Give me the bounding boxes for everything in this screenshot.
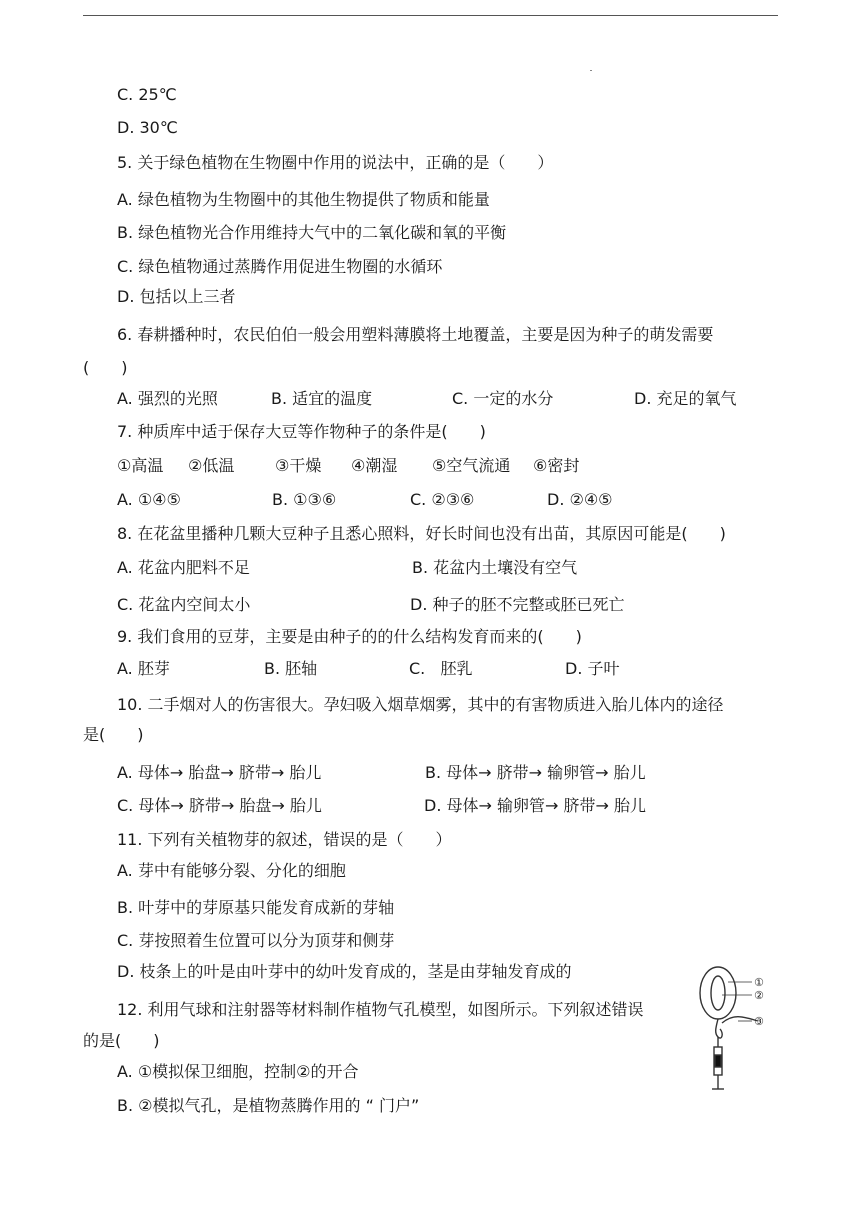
q9-option-b: B. 胚轴 xyxy=(264,659,318,678)
header-rule xyxy=(83,15,778,16)
figure-label-1: ① xyxy=(754,976,764,989)
q11-stem: 11. 下列有关植物芽的叙述，错误的是（ ） xyxy=(117,830,452,849)
q8-option-d: D. 种子的胚不完整或胚已死亡 xyxy=(410,595,625,614)
q5-option-c: C. 绿色植物通过蒸腾作用促进生物圈的水循环 xyxy=(117,257,443,276)
q10-option-c: C. 母体→ 脐带→ 胎盘→ 胎儿 xyxy=(117,796,322,815)
syringe-plunger xyxy=(715,1055,721,1067)
q6-stem: 6. 春耕播种时，农民伯伯一般会用塑料薄膜将土地覆盖，主要是因为种子的萌发需要 xyxy=(117,325,714,344)
q7-option-a: A. ①④⑤ xyxy=(117,490,181,509)
q10-option-d: D. 母体→ 输卵管→ 脐带→ 胎儿 xyxy=(424,796,646,815)
q7-option-c: C. ②③⑥ xyxy=(410,490,475,509)
q7-condition-4: ④潮湿 xyxy=(351,456,398,475)
q11-option-c: C. 芽按照着生位置可以分为顶芽和侧芽 xyxy=(117,931,395,950)
q6-option-d: D. 充足的氧气 xyxy=(634,389,737,408)
q9-option-a: A. 胚芽 xyxy=(117,659,170,678)
q8-stem: 8. 在花盆里播种几颗大豆种子且悉心照料，好长时间也没有出苗，其原因可能是( ) xyxy=(117,524,726,543)
q4-option-d: D. 30℃ xyxy=(117,118,178,137)
q7-stem: 7. 种质库中适于保存大豆等作物种子的条件是( ) xyxy=(117,422,486,441)
q9-stem: 9. 我们食用的豆芽，主要是由种子的的什么结构发育而来的( ) xyxy=(117,627,582,646)
q9-option-d: D. 子叶 xyxy=(565,659,620,678)
figure-label-3: ③ xyxy=(754,1015,764,1028)
page-mark xyxy=(590,70,592,71)
q6-option-b: B. 适宜的温度 xyxy=(271,389,373,408)
q4-option-c: C. 25℃ xyxy=(117,85,177,104)
q12-option-b: B. ②模拟气孔，是植物蒸腾作用的 “ 门户” xyxy=(117,1096,420,1115)
q7-option-d: D. ②④⑤ xyxy=(547,490,613,509)
q9-option-c: C. 胚乳 xyxy=(409,659,473,678)
q10-option-b: B. 母体→ 脐带→ 输卵管→ 胎儿 xyxy=(425,763,646,782)
q7-condition-3: ③干燥 xyxy=(275,456,322,475)
stoma-opening xyxy=(711,976,725,1010)
q5-option-d: D. 包括以上三者 xyxy=(117,287,236,306)
q6-option-a: A. 强烈的光照 xyxy=(117,389,218,408)
q12-stem: 12. 利用气球和注射器等材料制作植物气孔模型，如图所示。下列叙述错误 xyxy=(117,1000,644,1019)
q11-option-a: A. 芽中有能够分裂、分化的细胞 xyxy=(117,861,346,880)
q10-stem: 10. 二手烟对人的伤害很大。孕妇吸入烟草烟雾，其中的有害物质进入胎儿体内的途径 xyxy=(117,695,724,714)
q6-option-c: C. 一定的水分 xyxy=(452,389,554,408)
q7-condition-1: ①高温 xyxy=(117,456,164,475)
q5-option-a: A. 绿色植物为生物圈中的其他生物提供了物质和能量 xyxy=(117,190,490,209)
q10-option-a: A. 母体→ 胎盘→ 脐带→ 胎儿 xyxy=(117,763,322,782)
stoma-model-figure xyxy=(694,963,774,1095)
q8-option-a: A. 花盆内肥料不足 xyxy=(117,558,250,577)
q12-option-a: A. ①模拟保卫细胞，控制②的开合 xyxy=(117,1062,359,1081)
q7-condition-5: ⑤空气流通 xyxy=(432,456,511,475)
q7-condition-2: ②低温 xyxy=(188,456,235,475)
q5-option-b: B. 绿色植物光合作用维持大气中的二氧化碳和氧的平衡 xyxy=(117,223,507,242)
q8-option-b: B. 花盆内土壤没有空气 xyxy=(412,558,578,577)
q10-stem-continued: 是( ) xyxy=(83,725,144,744)
balloon-neck xyxy=(716,1019,722,1038)
q11-option-d: D. 枝条上的叶是由叶芽中的幼叶发育成的，茎是由芽轴发育成的 xyxy=(117,962,572,981)
balloon-outer xyxy=(700,967,736,1019)
q7-condition-6: ⑥密封 xyxy=(533,456,580,475)
q7-option-b: B. ①③⑥ xyxy=(272,490,337,509)
figure-label-2: ② xyxy=(754,989,764,1002)
q5-stem: 5. 关于绿色植物在生物圈中作用的说法中，正确的是（ ） xyxy=(117,153,554,172)
q6-stem-continued: ( ) xyxy=(83,358,128,377)
q11-option-b: B. 叶芽中的芽原基只能发育成新的芽轴 xyxy=(117,898,395,917)
q8-option-c: C. 花盆内空间太小 xyxy=(117,595,251,614)
q12-stem-continued: 的是( ) xyxy=(83,1031,160,1050)
